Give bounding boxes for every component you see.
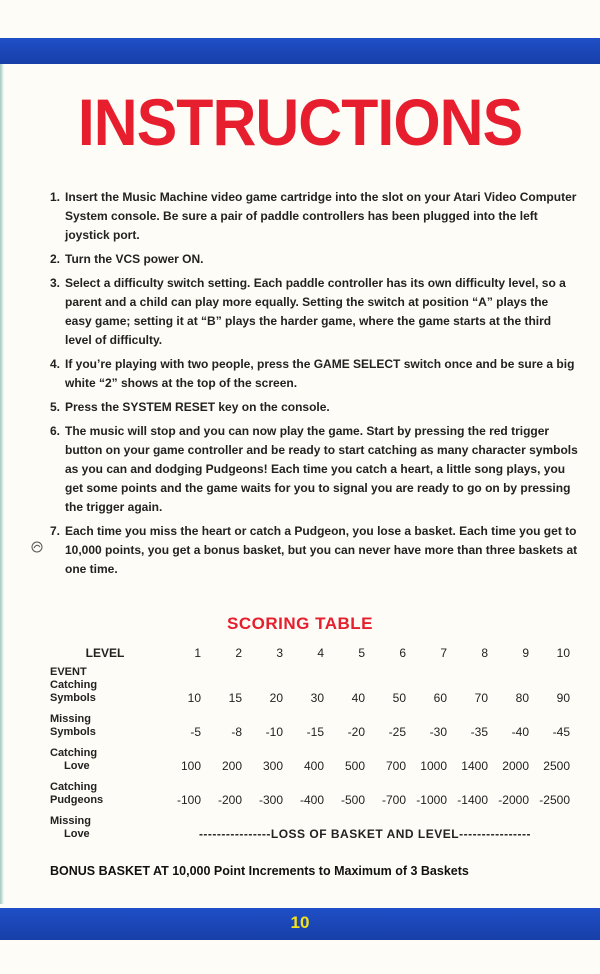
step-text: Press the SYSTEM RESET key on the console.: [65, 400, 330, 414]
level-cell: 4: [317, 646, 324, 660]
score-cell: 100: [180, 759, 201, 773]
score-cell: -100: [176, 793, 201, 807]
level-cell: 6: [399, 646, 406, 660]
step-text: Turn the VCS power ON.: [65, 252, 204, 266]
score-cell: 300: [262, 759, 283, 773]
table-row: [50, 807, 570, 841]
score-cell: 15: [228, 691, 242, 705]
score-cell: -8: [231, 725, 242, 739]
instruction-step-4: [50, 355, 578, 393]
table-row: [50, 679, 570, 705]
row-label: Missing Love: [50, 815, 91, 840]
loss-of-basket-note: ----------------LOSS OF BASKET AND LEVEL----------------: [198, 827, 532, 841]
score-cell: -400: [299, 793, 324, 807]
level-label: LEVEL: [85, 646, 125, 660]
row-label: Catching Pudgeons: [50, 781, 104, 806]
score-cell: -500: [340, 793, 365, 807]
score-cell: -2500: [539, 793, 570, 807]
score-cell: -2000: [498, 793, 529, 807]
level-cell: 2: [235, 646, 242, 660]
table-row: [50, 773, 570, 807]
instruction-step-5: [50, 398, 578, 417]
step-number: 1.: [50, 190, 61, 204]
score-cell: 500: [344, 759, 365, 773]
score-cell: -300: [258, 793, 283, 807]
score-cell: 1400: [461, 759, 488, 773]
score-cell: -200: [217, 793, 242, 807]
scoring-table-title: SCORING TABLE: [227, 614, 373, 633]
level-cell: 7: [440, 646, 447, 660]
level-cell: 9: [522, 646, 529, 660]
event-label: EVENT: [50, 666, 87, 678]
row-label: Missing Symbols: [50, 713, 96, 738]
instruction-step-6: [50, 422, 578, 517]
step-text: Select a difficulty switch setting. Each paddle controller has its own difficulty level, so a parent and a child can play more equally. Setting the switch at position “A” plays the easy game; setting it at “B” plays the harder game, where the game starts at the third level of difficulty.: [65, 276, 566, 347]
score-cell: 70: [474, 691, 488, 705]
score-cell: -10: [265, 725, 283, 739]
instruction-list: [50, 188, 578, 584]
score-cell: -45: [552, 725, 570, 739]
level-cell: 1: [194, 646, 201, 660]
score-cell: 20: [269, 691, 283, 705]
page-number: 10: [290, 913, 310, 932]
score-cell: 50: [392, 691, 406, 705]
level-cell: 3: [276, 646, 283, 660]
step-text: Insert the Music Machine video game cartridge into the slot on your Atari Video Computer System console. Be sure a pair of paddle controllers has been plugged into the left joystick port.: [65, 190, 577, 242]
score-cell: 2500: [543, 759, 570, 773]
level-cell: 10: [556, 646, 570, 660]
score-cell: -30: [429, 725, 447, 739]
step-number: 6.: [50, 424, 61, 438]
score-cell: 10: [187, 691, 201, 705]
bonus-basket-note: BONUS BASKET AT 10,000 Point Increments to Maximum of 3 Baskets: [50, 864, 469, 878]
level-cell: 5: [358, 646, 365, 660]
score-cell: -1000: [416, 793, 447, 807]
step-text: If you’re playing with two people, press the GAME SELECT switch once and be sure a big white “2” shows at the top of the screen.: [65, 357, 575, 390]
level-header-row: [50, 636, 570, 660]
row-label: Catching Love: [50, 747, 98, 772]
instruction-step-2: [50, 250, 578, 269]
table-row: [50, 739, 570, 773]
score-cell: -1400: [457, 793, 488, 807]
score-cell: 80: [515, 691, 529, 705]
instruction-step-3: [50, 274, 578, 350]
step-text: The music will stop and you can now play the game. Start by pressing the red trigger button on your game controller and be ready to start catching as many character symbols as you can and dodging Pudgeons! Each time you catch a heart, a little song plays, you get some points and the game waits for you to signal you are ready to go on by pressing the trigger again.: [65, 424, 578, 514]
score-cell: -20: [347, 725, 365, 739]
score-cell: -25: [388, 725, 406, 739]
step-number: 5.: [50, 400, 61, 414]
level-cell: 8: [481, 646, 488, 660]
step-number: 4.: [50, 357, 61, 371]
score-cell: 60: [433, 691, 447, 705]
scoring-table: [50, 636, 570, 841]
table-row: [50, 705, 570, 739]
pen-doodle-icon: [30, 540, 44, 554]
row-label: Catching Symbols: [50, 679, 98, 704]
score-cell: 200: [221, 759, 242, 773]
step-number: 7.: [50, 524, 61, 538]
score-cell: -5: [190, 725, 201, 739]
score-cell: -700: [381, 793, 406, 807]
score-cell: 90: [556, 691, 570, 705]
score-cell: 40: [351, 691, 365, 705]
score-cell: 2000: [502, 759, 529, 773]
score-cell: 700: [385, 759, 406, 773]
score-cell: 30: [310, 691, 324, 705]
score-cell: -40: [511, 725, 529, 739]
top-blue-band: [0, 38, 600, 64]
instruction-step-1: [50, 188, 578, 245]
instruction-step-7: [50, 522, 578, 579]
step-text: Each time you miss the heart or catch a Pudgeon, you lose a basket. Each time you get to 10,000 points, you get a bonus basket, but you can never have more than three baskets at one time.: [65, 524, 578, 576]
score-cell: 400: [303, 759, 324, 773]
left-edge-shade: [0, 64, 4, 904]
page-title: INSTRUCTIONS: [77, 85, 523, 159]
score-cell: -35: [470, 725, 488, 739]
score-cell: -15: [306, 725, 324, 739]
step-number: 3.: [50, 276, 61, 290]
step-number: 2.: [50, 252, 61, 266]
event-header-row: [50, 660, 570, 679]
score-cell: 1000: [420, 759, 447, 773]
